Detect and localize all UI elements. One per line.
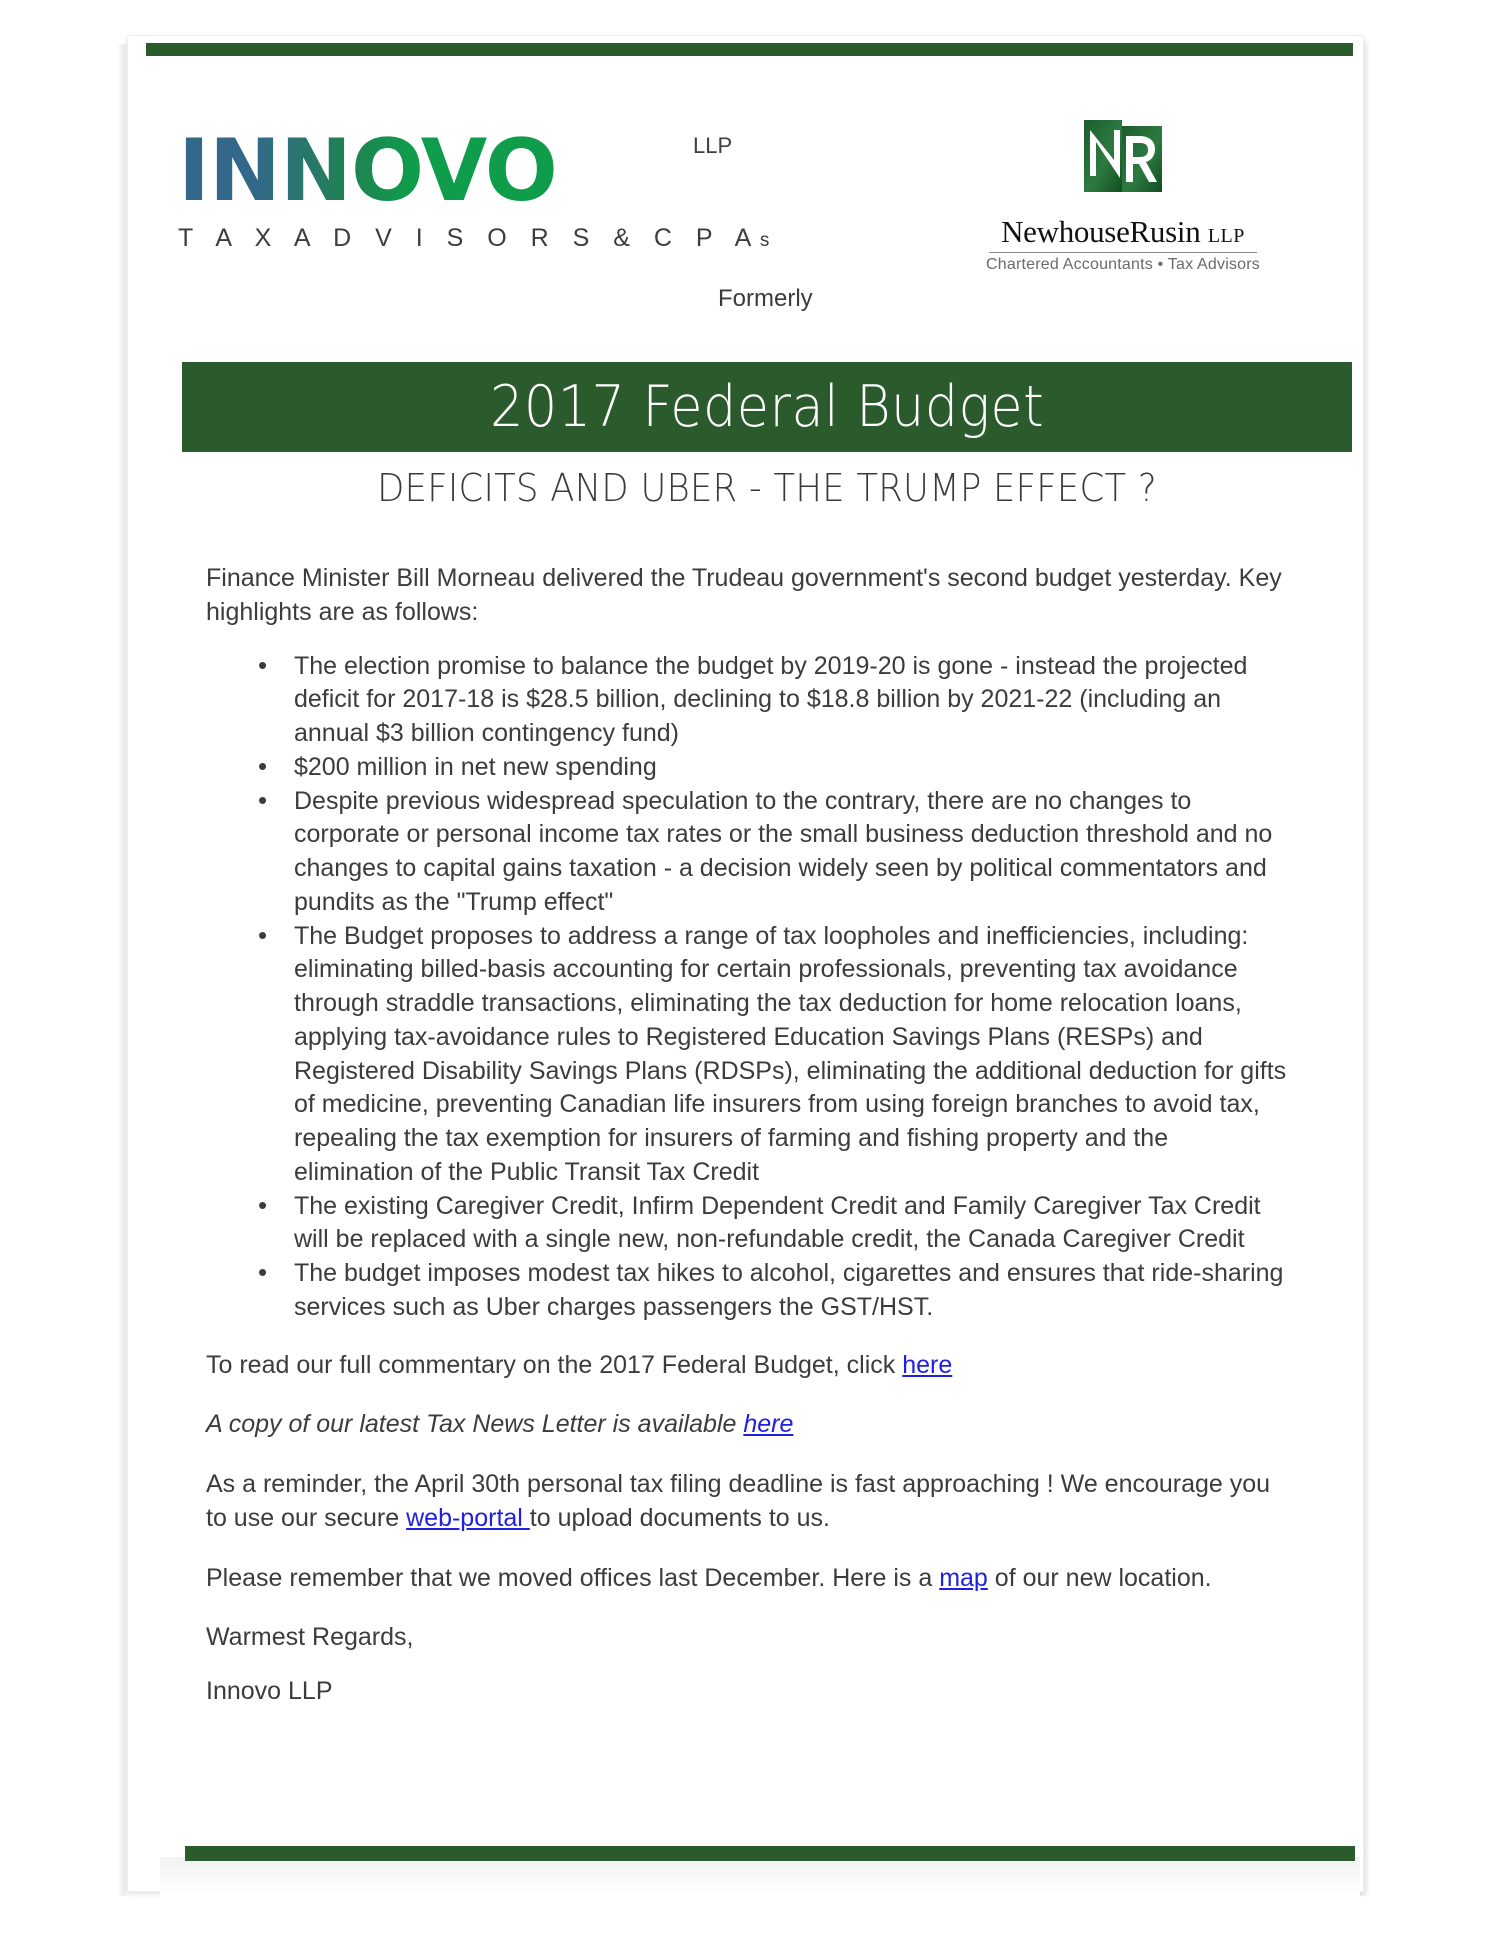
reminder-suffix: to upload documents to us. <box>529 1503 830 1532</box>
nr-subtitle: Chartered Accountants • Tax Advisors <box>986 255 1260 273</box>
innovo-tagline <box>178 224 778 253</box>
web-portal-link[interactable]: web-portal <box>406 1503 530 1532</box>
office-prefix: Please remember that we moved offices last December. Here is a <box>206 1563 940 1592</box>
innovo-logo <box>178 121 778 253</box>
commentary-prefix: To read our full commentary on the 2017 Federal Budget, click <box>206 1350 903 1379</box>
intro-paragraph: Finance Minister Bill Morneau delivered the Trudeau government's second budget yesterday. Key highlights are as follows: <box>206 564 1282 626</box>
formerly-label: Formerly <box>718 285 813 312</box>
innovo-llp-suffix: LLP <box>693 133 733 158</box>
newsletter-paragraph <box>206 1408 1292 1442</box>
nr-firm-name <box>973 216 1273 249</box>
list-item: • The budget imposes modest tax hikes to alcohol, cigarettes and ensures that ride-sharing services such as Uber charges passengers the GST/HST. <box>254 1257 1292 1325</box>
list-item: • Despite previous widespread speculation to the contrary, there are no changes to corporate or personal income tax rates or the small business deduction threshold and no changes to capital gains taxation - a decision widely seen by political commentators and pundits as the "Trump effect" <box>254 785 1292 920</box>
list-item: • $200 million in net new spending <box>254 751 1292 785</box>
nr-divider <box>989 252 1257 253</box>
body-content <box>206 562 1292 1729</box>
tax-newsletter-link[interactable]: here <box>743 1410 794 1439</box>
page-subtitle: DEFICITS AND UBER - THE TRUMP EFFECT ? <box>377 466 1157 510</box>
full-commentary-link[interactable]: here <box>902 1350 953 1379</box>
list-item: • The election promise to balance the budget by 2019-20 is gone - instead the projected deficit for 2017-18 is $28.5 billion, declining to $18.8 billion by 2021-22 (including an annual $3 billion contingency fund) <box>254 650 1292 751</box>
innovo-tagline-suffix: s <box>759 230 778 251</box>
title-banner <box>182 362 1352 452</box>
office-move-paragraph <box>206 1562 1292 1596</box>
newsletter-prefix: A copy of our latest Tax News Letter is available <box>206 1410 744 1439</box>
office-suffix: of our new location. <box>987 1563 1212 1592</box>
nr-firm-name-text: NewhouseRusin <box>1001 214 1201 249</box>
highlights-list <box>206 650 1292 1325</box>
company-name: Innovo LLP <box>206 1677 333 1705</box>
innovo-tagline-text: T A X A D V I S O R S & C P A <box>178 224 760 252</box>
map-link[interactable]: map <box>939 1563 988 1592</box>
list-item: • The existing Caregiver Credit, Infirm Dependent Credit and Family Caregiver Tax Credit will be replaced with a single new, non-refundable credit, the Canada Caregiver Credit <box>254 1190 1292 1258</box>
bottom-green-rule <box>185 1846 1355 1861</box>
reminder-prefix: As a reminder, the April 30th personal tax filing deadline is fast approaching ! We encourage you to use our secure <box>206 1470 1271 1532</box>
nr-monogram-icon <box>1076 116 1170 210</box>
nr-llp-suffix: LLP <box>1207 225 1245 247</box>
list-item: • The Budget proposes to address a range of tax loopholes and inefficiencies, including: eliminating billed-basis accounting for certain professionals, preventing tax avoidance through straddle transactions, eliminating the tax deduction for home relocation loans, applying tax-avoidance rules to Registered Education Savings Plans (RESPs) and Registered Disability Savings Plans (RDSPs), eliminating the additional deduction for gifts of medicine, preventing Canadian life insurers from using foreign branches to avoid tax, repealing the tax exemption for insurers of farming and fishing property and the elimination of the Public Transit Tax Credit <box>254 920 1292 1190</box>
page-title: 2017 Federal Budget <box>489 374 1045 440</box>
page-shadow-bottom <box>160 1857 1360 1899</box>
innovo-wordmark: INNOVO <box>178 121 557 221</box>
reminder-paragraph <box>206 1468 1292 1536</box>
newhouse-rusin-logo <box>973 116 1273 274</box>
top-green-rule <box>146 43 1353 56</box>
signoff-text: Warmest Regards, <box>206 1623 414 1652</box>
commentary-paragraph <box>206 1349 1292 1383</box>
